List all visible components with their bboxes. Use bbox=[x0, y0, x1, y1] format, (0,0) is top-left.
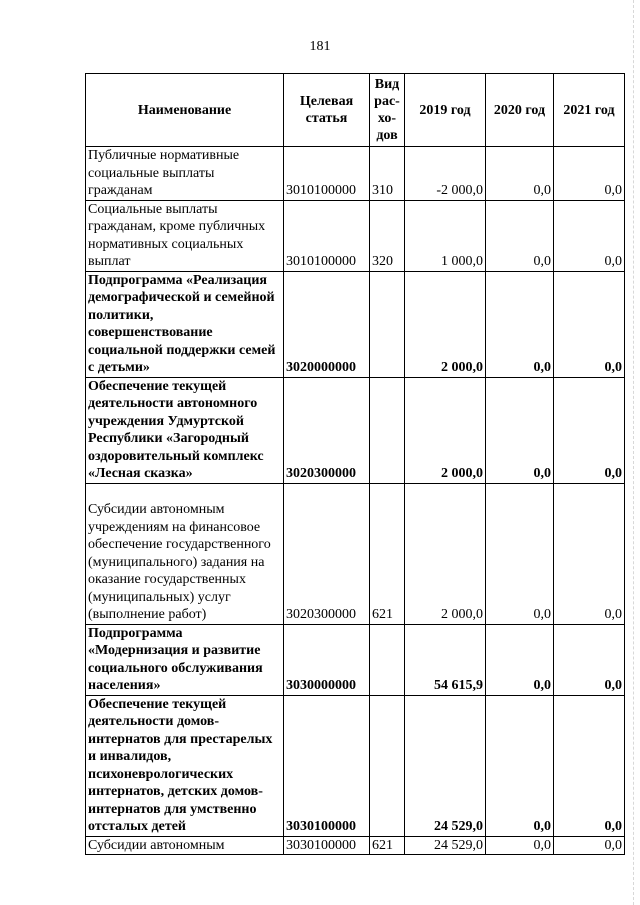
row-target: 3020300000 bbox=[284, 377, 370, 483]
row-2020: 0,0 bbox=[486, 483, 554, 624]
row-2020: 0,0 bbox=[486, 147, 554, 201]
header-2019: 2019 год bbox=[405, 74, 486, 147]
table-row bbox=[86, 200, 625, 271]
row-2020: 0,0 bbox=[486, 836, 554, 855]
table-row bbox=[86, 624, 625, 695]
row-2019: 54 615,9 bbox=[405, 624, 486, 695]
row-2020: 0,0 bbox=[486, 624, 554, 695]
header-name: Наименование bbox=[86, 74, 284, 147]
table-header-row bbox=[86, 74, 625, 147]
row-expense-type bbox=[370, 377, 405, 483]
row-name: Субсидии автономным bbox=[86, 836, 284, 855]
row-expense-type bbox=[370, 695, 405, 836]
row-target: 3030000000 bbox=[284, 624, 370, 695]
row-2021: 0,0 bbox=[554, 200, 625, 271]
table-row bbox=[86, 695, 625, 836]
row-name: Обеспечение текущей деятельности домов-интернатов для престарелых и инвалидов, психоневрологических интернатов, детских домов-интернатов для умственно отсталых детей bbox=[86, 695, 284, 836]
row-name: Подпрограмма «Модернизация и развитие социального обслуживания населения» bbox=[86, 624, 284, 695]
row-expense-type: 621 bbox=[370, 483, 405, 624]
row-name: Публичные нормативные социальные выплаты гражданам bbox=[86, 147, 284, 201]
row-2019: 2 000,0 bbox=[405, 271, 486, 377]
budget-table bbox=[85, 73, 625, 855]
row-2021: 0,0 bbox=[554, 483, 625, 624]
table-row bbox=[86, 483, 625, 624]
row-2021: 0,0 bbox=[554, 271, 625, 377]
header-2021: 2021 год bbox=[554, 74, 625, 147]
row-target: 3030100000 bbox=[284, 836, 370, 855]
row-2021: 0,0 bbox=[554, 695, 625, 836]
row-name: Субсидии автономным учреждениям на финансовое обеспечение государственного (муниципального) задания на оказание государственных (муниципальных) услуг (выполнение работ) bbox=[86, 483, 284, 624]
row-2021: 0,0 bbox=[554, 377, 625, 483]
row-target: 3010100000 bbox=[284, 200, 370, 271]
row-name: Подпрограмма «Реализация демографической и семейной политики, совершенствование социальной поддержки семей с детьми» bbox=[86, 271, 284, 377]
row-2020: 0,0 bbox=[486, 695, 554, 836]
table-row bbox=[86, 147, 625, 201]
row-2019: 24 529,0 bbox=[405, 836, 486, 855]
row-2019: 24 529,0 bbox=[405, 695, 486, 836]
row-expense-type: 320 bbox=[370, 200, 405, 271]
row-expense-type bbox=[370, 624, 405, 695]
row-name: Социальные выплаты гражданам, кроме публичных нормативных социальных выплат bbox=[86, 200, 284, 271]
row-2019: -2 000,0 bbox=[405, 147, 486, 201]
row-expense-type bbox=[370, 271, 405, 377]
row-target: 3020000000 bbox=[284, 271, 370, 377]
table-row bbox=[86, 271, 625, 377]
row-2021: 0,0 bbox=[554, 147, 625, 201]
row-target: 3030100000 bbox=[284, 695, 370, 836]
row-expense-type: 310 bbox=[370, 147, 405, 201]
header-2020: 2020 год bbox=[486, 74, 554, 147]
table-row bbox=[86, 377, 625, 483]
row-2019: 2 000,0 bbox=[405, 377, 486, 483]
table-row bbox=[86, 836, 625, 855]
row-expense-type: 621 bbox=[370, 836, 405, 855]
row-2019: 2 000,0 bbox=[405, 483, 486, 624]
row-2019: 1 000,0 bbox=[405, 200, 486, 271]
row-target: 3020300000 bbox=[284, 483, 370, 624]
header-expense-type: Вид рас- хо- дов bbox=[370, 74, 405, 147]
row-name: Обеспечение текущей деятельности автономного учреждения Удмуртской Республики «Загородный оздоровительный комплекс «Лесная сказка» bbox=[86, 377, 284, 483]
margin-guide bbox=[633, 0, 634, 905]
row-2021: 0,0 bbox=[554, 836, 625, 855]
row-2021: 0,0 bbox=[554, 624, 625, 695]
header-target: Целевая статья bbox=[284, 74, 370, 147]
row-2020: 0,0 bbox=[486, 271, 554, 377]
page-number: 181 bbox=[309, 39, 331, 54]
row-2020: 0,0 bbox=[486, 377, 554, 483]
row-target: 3010100000 bbox=[284, 147, 370, 201]
row-2020: 0,0 bbox=[486, 200, 554, 271]
